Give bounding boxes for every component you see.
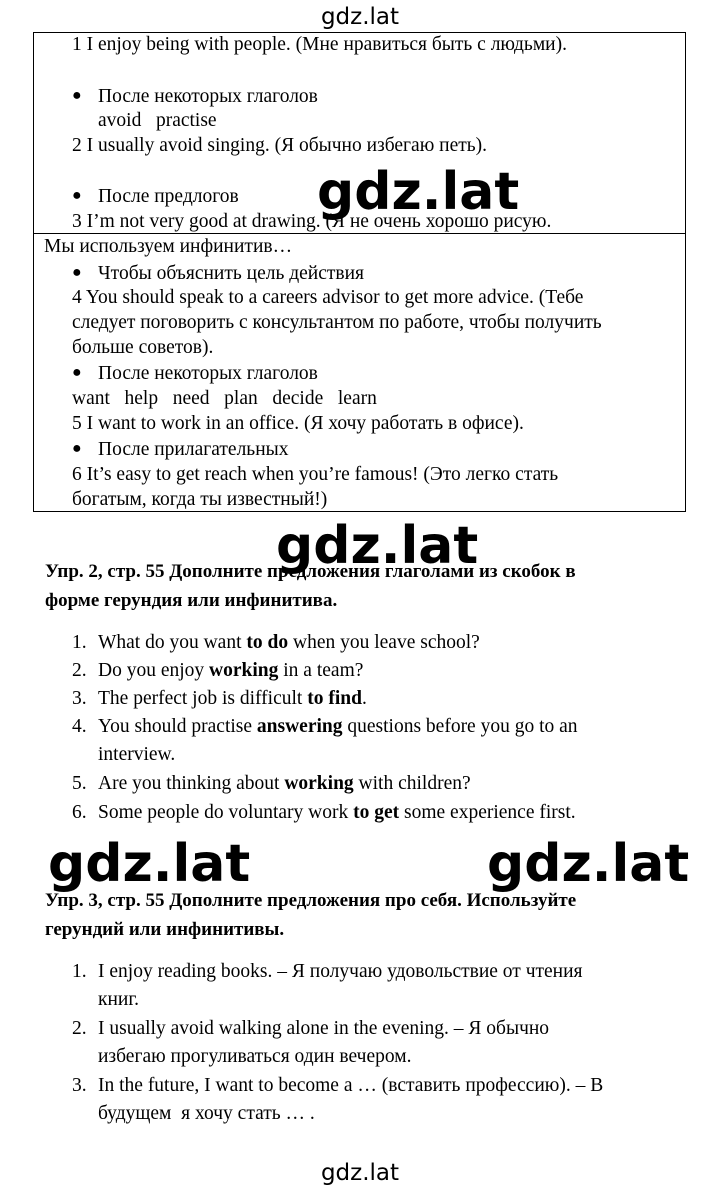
list-item-number: 3. — [72, 688, 87, 709]
list-item-number: 1. — [72, 632, 87, 653]
list-item — [98, 773, 471, 795]
list-item-number: 3. — [72, 1075, 87, 1096]
list-item-continuation: избегаю прогуливаться один вечером. — [98, 1046, 412, 1067]
list-item — [98, 632, 480, 654]
bullet-icon: ● — [72, 87, 82, 104]
watermark-large: gdz.lat — [487, 834, 690, 894]
infinitive-example-4-line2: следует поговорить с консультантом по работе, чтобы получить — [72, 312, 602, 333]
item-text: The perfect job is difficult — [98, 688, 308, 709]
infinitive-example-4-line1: 4 You should speak to a careers advisor to get more advice. (Тебе — [72, 287, 584, 308]
list-item-number: 1. — [72, 961, 87, 982]
item-text: Are you thinking about — [98, 773, 285, 794]
bullet-icon: ● — [72, 264, 82, 281]
bullet-icon: ● — [72, 364, 82, 381]
gerund-example-3: 3 I’m not very good at drawing. (Я не очень хорошо рисую. — [72, 211, 552, 232]
watermark-large: gdz.lat — [276, 516, 479, 576]
infinitive-example-5: 5 I want to work in an office. (Я хочу работать в офисе). — [72, 413, 524, 434]
item-answer: working — [209, 660, 279, 681]
item-text: some experience first. — [399, 802, 576, 823]
item-answer: to do — [246, 632, 289, 653]
infinitive-example-6-line1: 6 It’s easy to get reach when you’re famous! (Это легко стать — [72, 464, 559, 485]
exercise-2-heading-line1: Упр. 2, стр. 55 Дополните предложения глаголами из скобок в — [45, 561, 576, 582]
watermark-large: gdz.lat — [317, 162, 520, 222]
item-answer: answering — [256, 716, 343, 737]
infinitive-intro: Мы используем инфинитив… — [44, 236, 293, 257]
watermark-large: gdz.lat — [48, 834, 251, 894]
watermark-bottom: gdz.lat — [320, 1160, 400, 1186]
watermark-top: gdz.lat — [320, 4, 400, 30]
item-text: What do you want — [98, 632, 247, 653]
list-item-number: 5. — [72, 773, 87, 794]
item-text: questions before you go to an — [342, 716, 578, 737]
item-text: Do you enjoy — [98, 660, 210, 681]
item-text: when you leave school? — [288, 632, 480, 653]
item-answer: to find — [307, 688, 362, 709]
list-item-continuation: interview. — [98, 744, 176, 765]
gerund-example-1: 1 I enjoy being with people. (Мне нравиться быть с людьми). — [72, 34, 567, 55]
list-item-number: 2. — [72, 1018, 87, 1039]
list-item-number: 2. — [72, 660, 87, 681]
item-text: with children? — [353, 773, 471, 794]
gerund-example-2: 2 I usually avoid singing. (Я обычно избегаю петь). — [72, 135, 488, 156]
item-answer: to get — [353, 802, 400, 823]
list-item-number: 6. — [72, 802, 87, 823]
infinitive-bullet-purpose: Чтобы объяснить цель действия — [98, 263, 365, 284]
exercise-2-heading-line2: форме герундия или инфинитива. — [45, 590, 338, 611]
list-item — [98, 688, 367, 710]
infinitive-verbs: want help need plan decide learn — [72, 388, 377, 409]
item-text: in a team? — [278, 660, 364, 681]
list-item — [98, 716, 578, 738]
gerund-bullet-prepositions: После предлогов — [98, 186, 239, 207]
item-text: You should practise — [98, 716, 257, 737]
item-text: . — [361, 688, 367, 709]
list-item — [98, 660, 363, 682]
list-item — [98, 802, 576, 824]
list-item: In the future, I want to become a … (вставить профессию). – В — [98, 1075, 604, 1096]
infinitive-bullet-adjectives: После прилагательных — [98, 439, 289, 460]
exercise-3-heading-line2: герундий или инфинитивы. — [45, 919, 285, 940]
exercise-3-heading-line1: Упр. 3, стр. 55 Дополните предложения про себя. Используйте — [45, 890, 577, 911]
bullet-icon: ● — [72, 187, 82, 204]
item-answer: working — [284, 773, 354, 794]
item-text: Some people do voluntary work — [98, 802, 354, 823]
bullet-icon: ● — [72, 440, 82, 457]
list-item-continuation: будущем я хочу стать … . — [98, 1103, 315, 1124]
gerund-verbs: avoid practise — [98, 110, 217, 131]
infinitive-bullet-verbs: После некоторых глаголов — [98, 363, 318, 384]
infinitive-example-4-line3: больше советов). — [72, 337, 214, 358]
list-item-number: 4. — [72, 716, 87, 737]
list-item: I enjoy reading books. – Я получаю удовольствие от чтения — [98, 961, 583, 982]
list-item-continuation: книг. — [98, 989, 140, 1010]
gerund-bullet-verbs: После некоторых глаголов — [98, 86, 318, 107]
infinitive-example-6-line2: богатым, когда ты известный!) — [72, 489, 328, 510]
list-item: I usually avoid walking alone in the evening. – Я обычно — [98, 1018, 550, 1039]
